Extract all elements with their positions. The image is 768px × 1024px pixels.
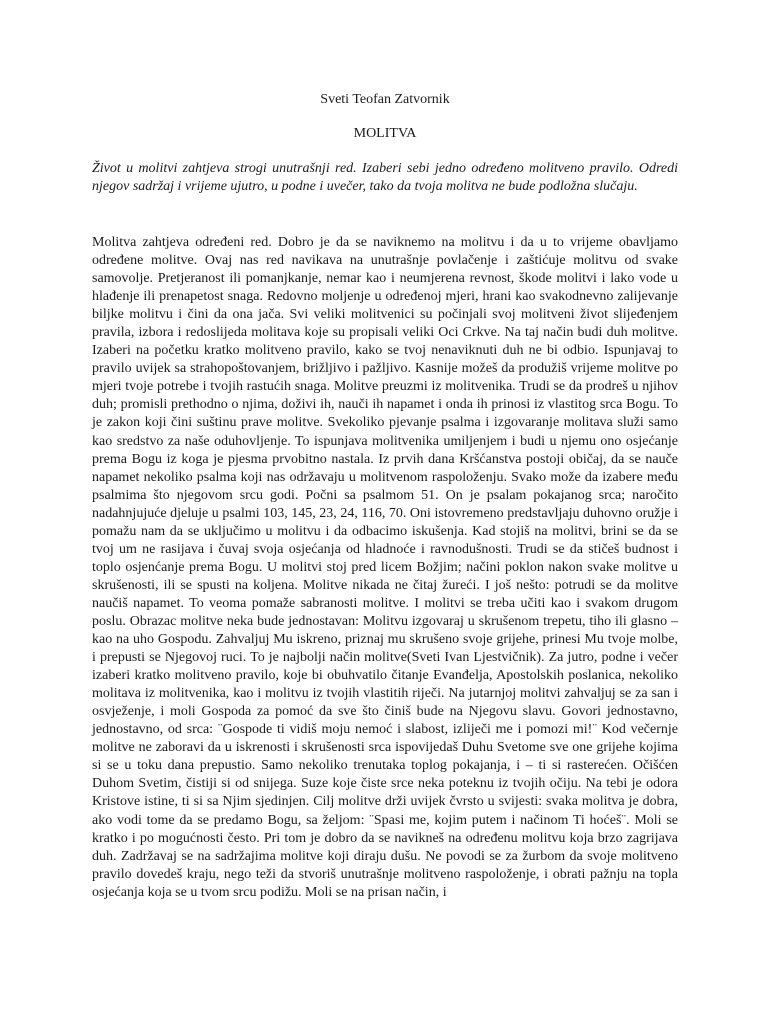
body-paragraph: Molitva zahtjeva određeni red. Dobro je da se naviknemo na molitvu i da u to vrijeme obavljamo određene molitve. Ovaj nas red navikava na unutrašnje povlačenje i zaštićuje molitvu od svake samovolje. Pretjeranost ili pomanjkanje, nemar kao i neumjerena revnost, škode molitvi i lako vode u hlađenje ili prenapetost snaga. Redovno moljenje u određenoj mjeri, hrani kao svakodnevno zalijevanje biljke molitvu i čini da ona jača. Svi veliki molitvenici su počinjali svoj molitveni život slijeđenjem pravila, izbora i redoslijeda molitava koje su propisali veliki Oci Crkve. Na taj način budi duh molitve. Izaberi na početku kratko molitveno pravilo, kako se tvoj nenaviknuti duh ne bi odbio. Ispunjavaj to pravilo uvijek sa strahopoštovanjem, brižljivo i pažljivo. Kasnije možeš da produžiš vrijeme molitve po mjeri tvoje potrebe i tvojih rastućih snaga. Molitve preuzmi iz molitvenika. Trudi se da prodreš u njihov duh; promisli prethodno o njima, doživi ih, nauči ih napamet i onda ih prinosi iz vlastitog srca Bogu. To je zakon koji čini suštinu prave molitve. Svekoliko pjevanje psalma i izgovaranje molitava služi samo kao sredstvo za naše oduhovljenje. To ispunjava molitvenika umiljenjem i budi u njemu ono osjećanje prema Bogu iz koga je pjesma prvobitno nastala. Iz prvih dana Kršćanstva postoji običaj, da se nauče napamet nekoliko psalma koji nas održavaju u molitvenom raspoloženju. Svako može da izabere među psalmima što njegovom srcu godi. Počni sa psalmom 51. On je psalam pokajanog srca; naročito nadahnjujuće djeluje u psalmi 103, 145, 23, 24, 116, 70. Oni istovremeno predstavljaju duhovno oružje i pomažu nam da se uključimo u molitvu i da odbacimo iskušenja. Kad stojiš na molitvi, brini se da se tvoj um ne rasijava i čuvaj svoja osjećanja od hladnoće i ravnodušnosti. Trudi se da stičeš budnost i toplo osjenćanje prema Bogu. U molitvi stoj pred licem Božjim; načini poklon nakon svake molitve u skrušenosti, ili se spusti na koljena. Molitve nikada ne čitaj žureći. I još nešto: potrudi se da molitve naučiš napamet. To veoma pomaže sabranosti molitve. I molitvi se treba učiti kao i svakom drugom poslu. Obrazac molitve neka bude jednostavan: Molitvu izgovaraj u skrušenom trepetu, tiho ili glasno – kao na uho Gospodu. Zahvaljuj Mu iskreno, priznaj mu skrušeno svoje grijehe, prinesi Mu tvoje molbe, i prepusti se Njegovoj ruci. To je najbolji način molitve(Sveti Ivan Ljestvičnik). Za jutro, podne i večer izaberi kratko molitveno pravilo, koje bi obuhvatilo čitanje Evanđelja, Apostolskih poslanica, nekoliko molitava iz molitvenika, kao i molitvu iz tvojih vlastitih riječi. Na jutarnjoj molitvi zahvaljuj se za san i osvježenje, i moli Gospoda za pomoć da sve što činiš bude na Njegovu slavu. Govori jednostavno, jednostavno, od srca: ¨Gospode ti vidiš moju nemoć i slabost, izliječi me i pomozi mi!¨ Kod večernje molitve ne zaboravi da u iskrenosti i skrušenosti srca ispovijedaš Duhu Svetome sve one grijehe kojima si se u toku dana prepustio. Samo nekoliko trenutaka toplog pokajanja, i – ti si rasterećen. Očišćen Duhom Svetim, čistiji si od snijega. Suze koje čiste srce neka poteknu iz tvojih očiju. Na tebi je odora Kristove istine, ti si sa Njim sjedinjen. Cilj molitve drži uvijek čvrsto u svijesti: svaka molitva je dobra, ako vodi tome da se predamo Bogu, sa željom: ¨Spasi me, kojim putem i načinom Ti hoćeš¨. Moli se kratko i po mogućnosti često. Pri tom je dobro da se navikneš na određenu molitvu koja brzo zagrijava duh. Zadržavaj se na sadržajima molitve koji diraju dušu. Ne povodi se za žurbom da svoje molitveno pravilo dovedeš kraju, nego teži da stvoriš unutrašnje molitveno raspoloženje, i obrati pažnju na topla osjećanja koja se u tvom srcu podižu. Moli se na prisan način, i <box>92 235 678 900</box>
document-page <box>92 91 678 902</box>
document-title: MOLITVA <box>353 126 417 141</box>
intro-paragraph: Život u molitvi zahtjeva strogi unutrašnji red. Izaberi sebi jedno određeno molitveno pravilo. Odredi njegov sadržaj i vrijeme ujutro, u podne i uvečer, tako da tvoja molitva ne bude podložna slučaju. <box>92 161 678 194</box>
document-author: Sveti Teofan Zatvornik <box>320 92 450 107</box>
